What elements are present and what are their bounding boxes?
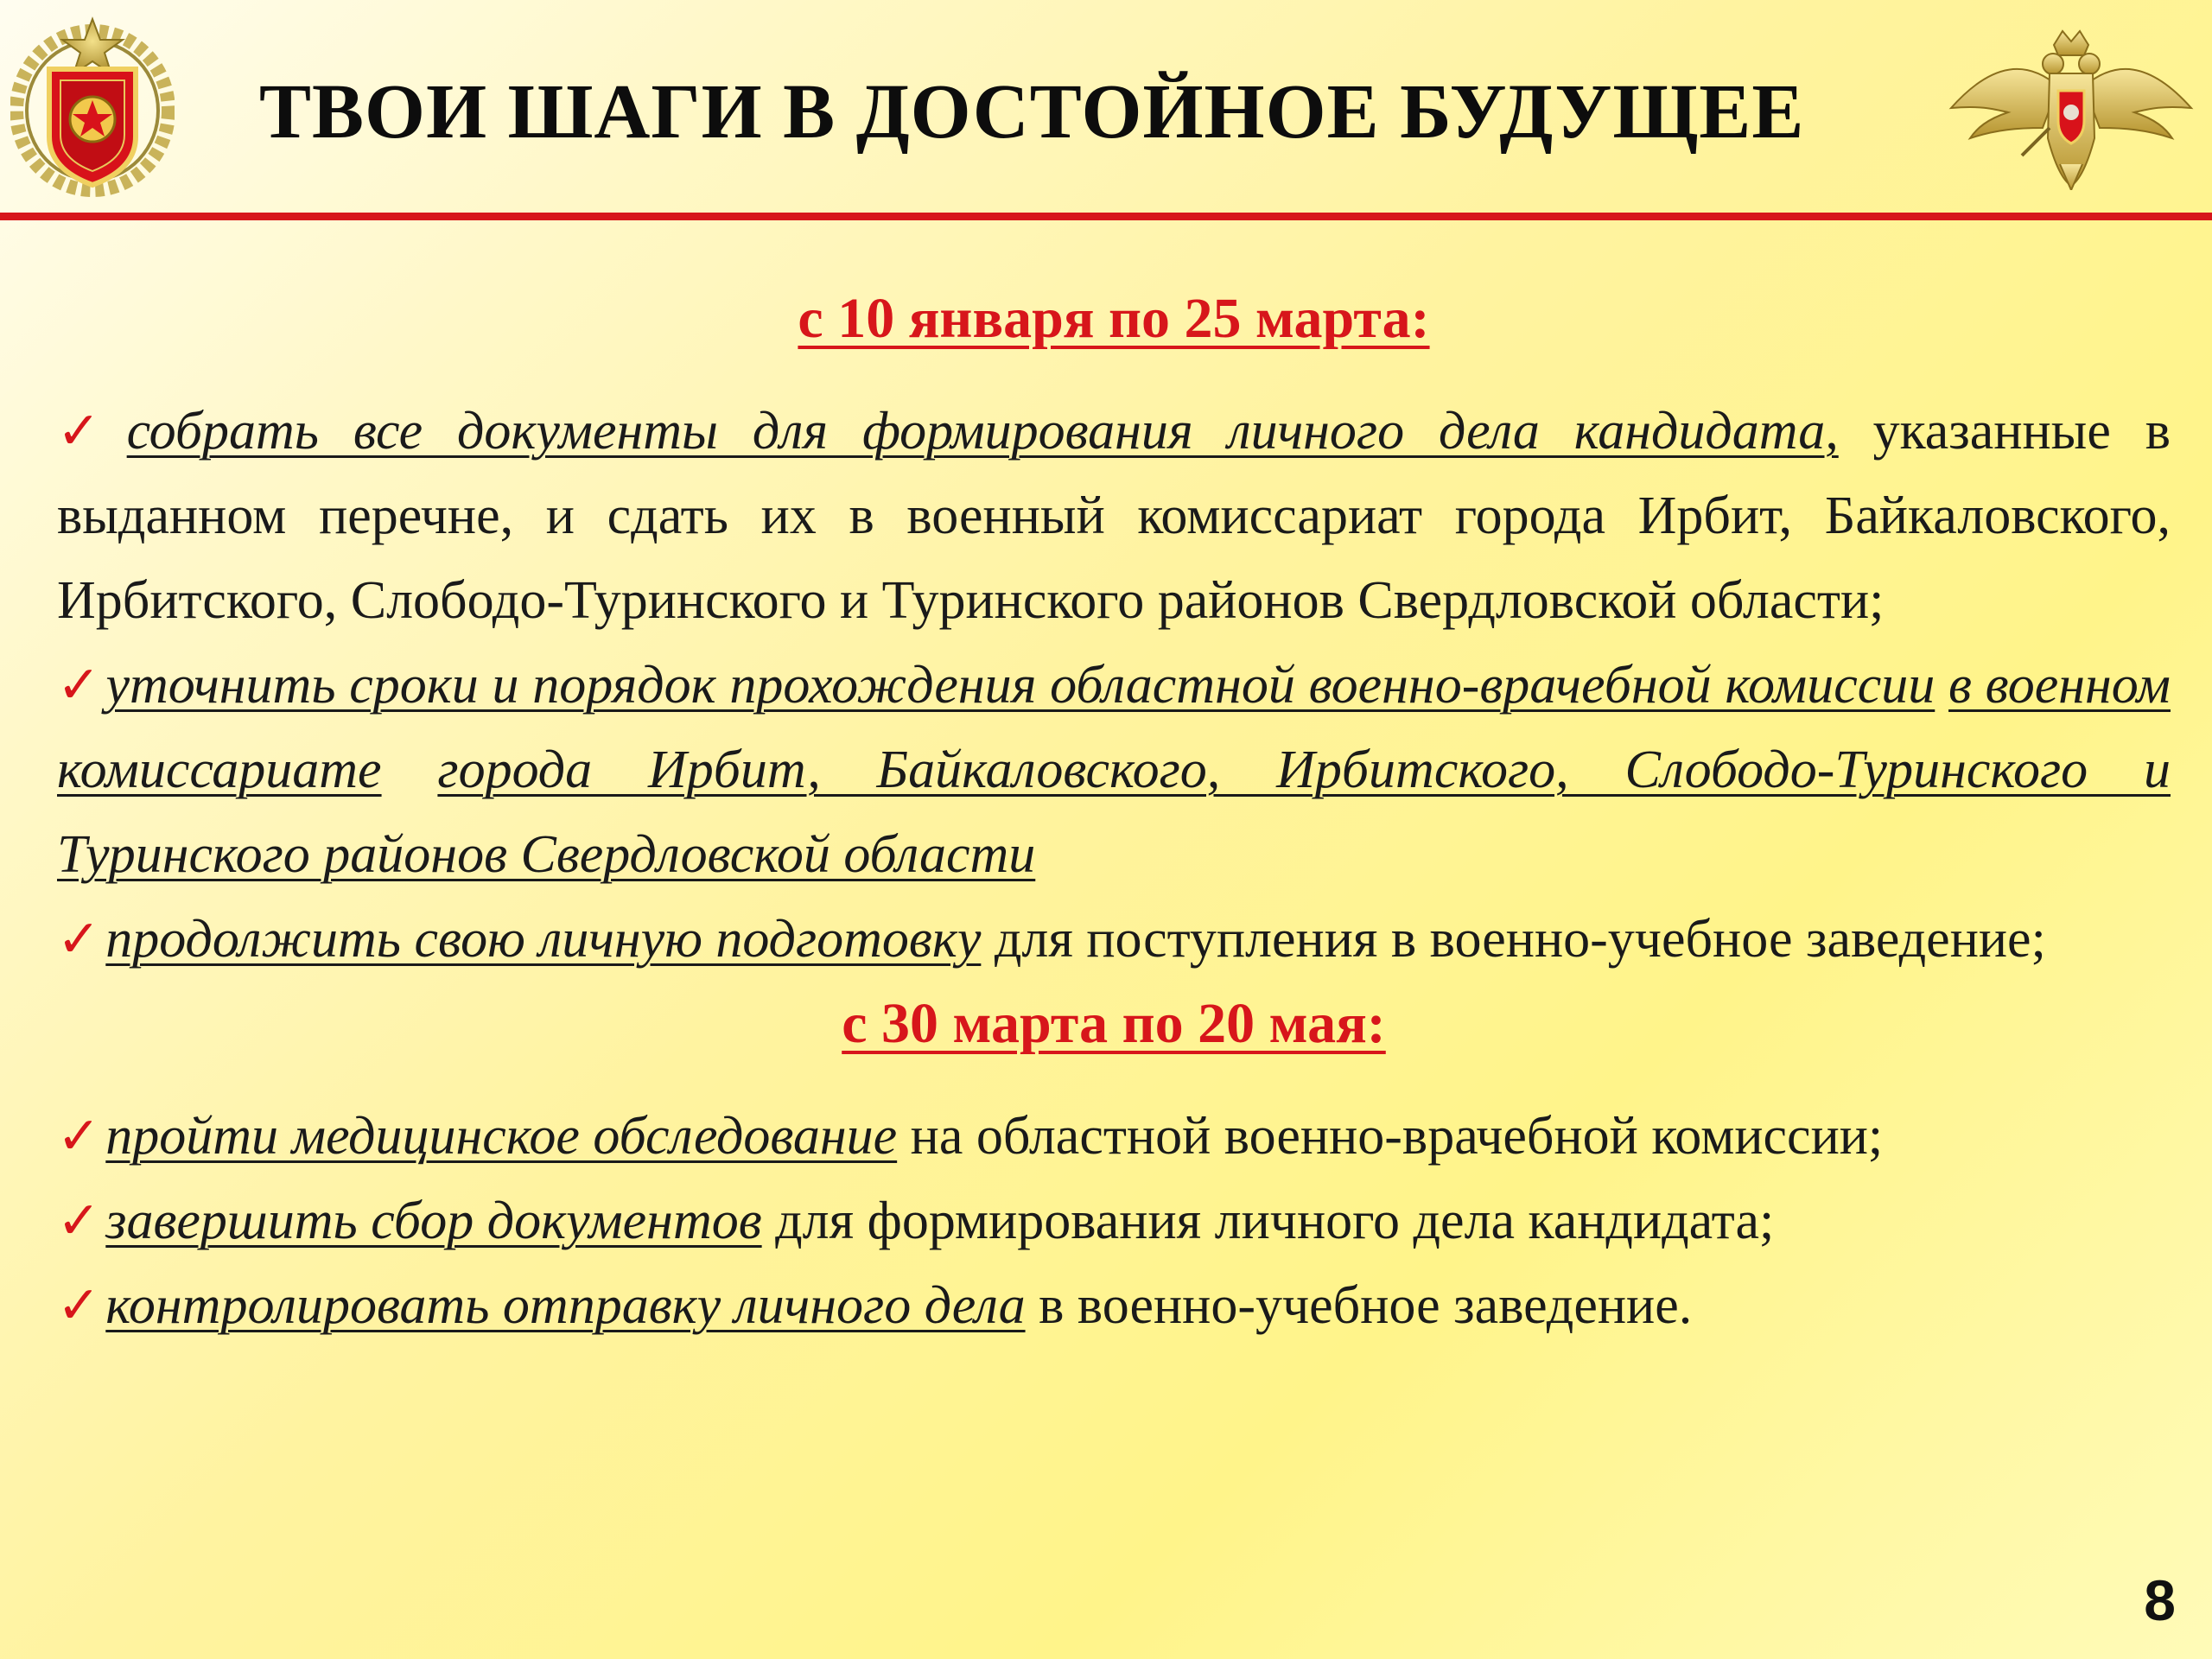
list-item	[57, 1263, 2171, 1348]
item-action: собрать все документы для формирования личного дела кандидата,	[126, 402, 1839, 461]
item-action-2: в военном комиссариате	[57, 656, 2171, 799]
item-action: уточнить сроки и порядок прохождения областной военно-врачебной комиссии	[105, 656, 1936, 715]
list-item	[57, 389, 2171, 643]
item-action: контролировать отправку личного дела	[105, 1276, 1026, 1335]
list-item	[57, 897, 2171, 982]
item-text: на областной военно-врачебной комиссии;	[897, 1107, 1884, 1166]
page-title: ТВОИ ШАГИ В ДОСТОЙНОЕ БУДУЩЕЕ	[259, 69, 1805, 155]
content	[57, 259, 2171, 1348]
header	[0, 0, 2212, 216]
checkmark-icon: ✓	[57, 1106, 101, 1166]
list-item	[57, 643, 2171, 897]
item-text: в военно-учебное заведение.	[1025, 1276, 1693, 1335]
item-action: пройти медицинское обследование	[105, 1107, 898, 1166]
item-text: для поступления в военно-учебное заведение;	[981, 910, 2046, 969]
period-heading-2: с 30 марта по 20 мая:	[842, 992, 1386, 1055]
item-action-3: города Ирбит, Байкаловского, Ирбитского, Слободо-Туринского и Туринского районов Свердловской области	[57, 741, 2171, 884]
checkmark-icon: ✓	[57, 1275, 101, 1336]
list-item	[57, 1094, 2171, 1179]
header-divider	[0, 213, 2212, 220]
item-text: указанные в выданном перечне, и сдать их в военный комиссариат города Ирбит, Байкаловского, Ирбитского, Слободо-Туринского и Туринского районов Свердловской области;	[57, 402, 2171, 630]
item-text: для формирования личного дела кандидата;	[761, 1192, 1775, 1250]
checkmark-icon: ✓	[57, 655, 101, 715]
item-action: завершить сбор документов	[105, 1192, 762, 1250]
checkmark-icon: ✓	[57, 401, 122, 461]
page-number: 8	[2144, 1568, 2176, 1632]
list-item	[57, 1179, 2171, 1263]
double-headed-eagle-emblem-icon	[1946, 26, 2196, 190]
item-action: продолжить свою личную подготовку	[105, 910, 982, 969]
checkmark-icon: ✓	[57, 1191, 101, 1251]
period-heading-1: с 10 января по 25 марта:	[798, 287, 1430, 350]
military-commissariat-emblem-icon	[10, 16, 175, 197]
checkmark-icon: ✓	[57, 909, 101, 969]
